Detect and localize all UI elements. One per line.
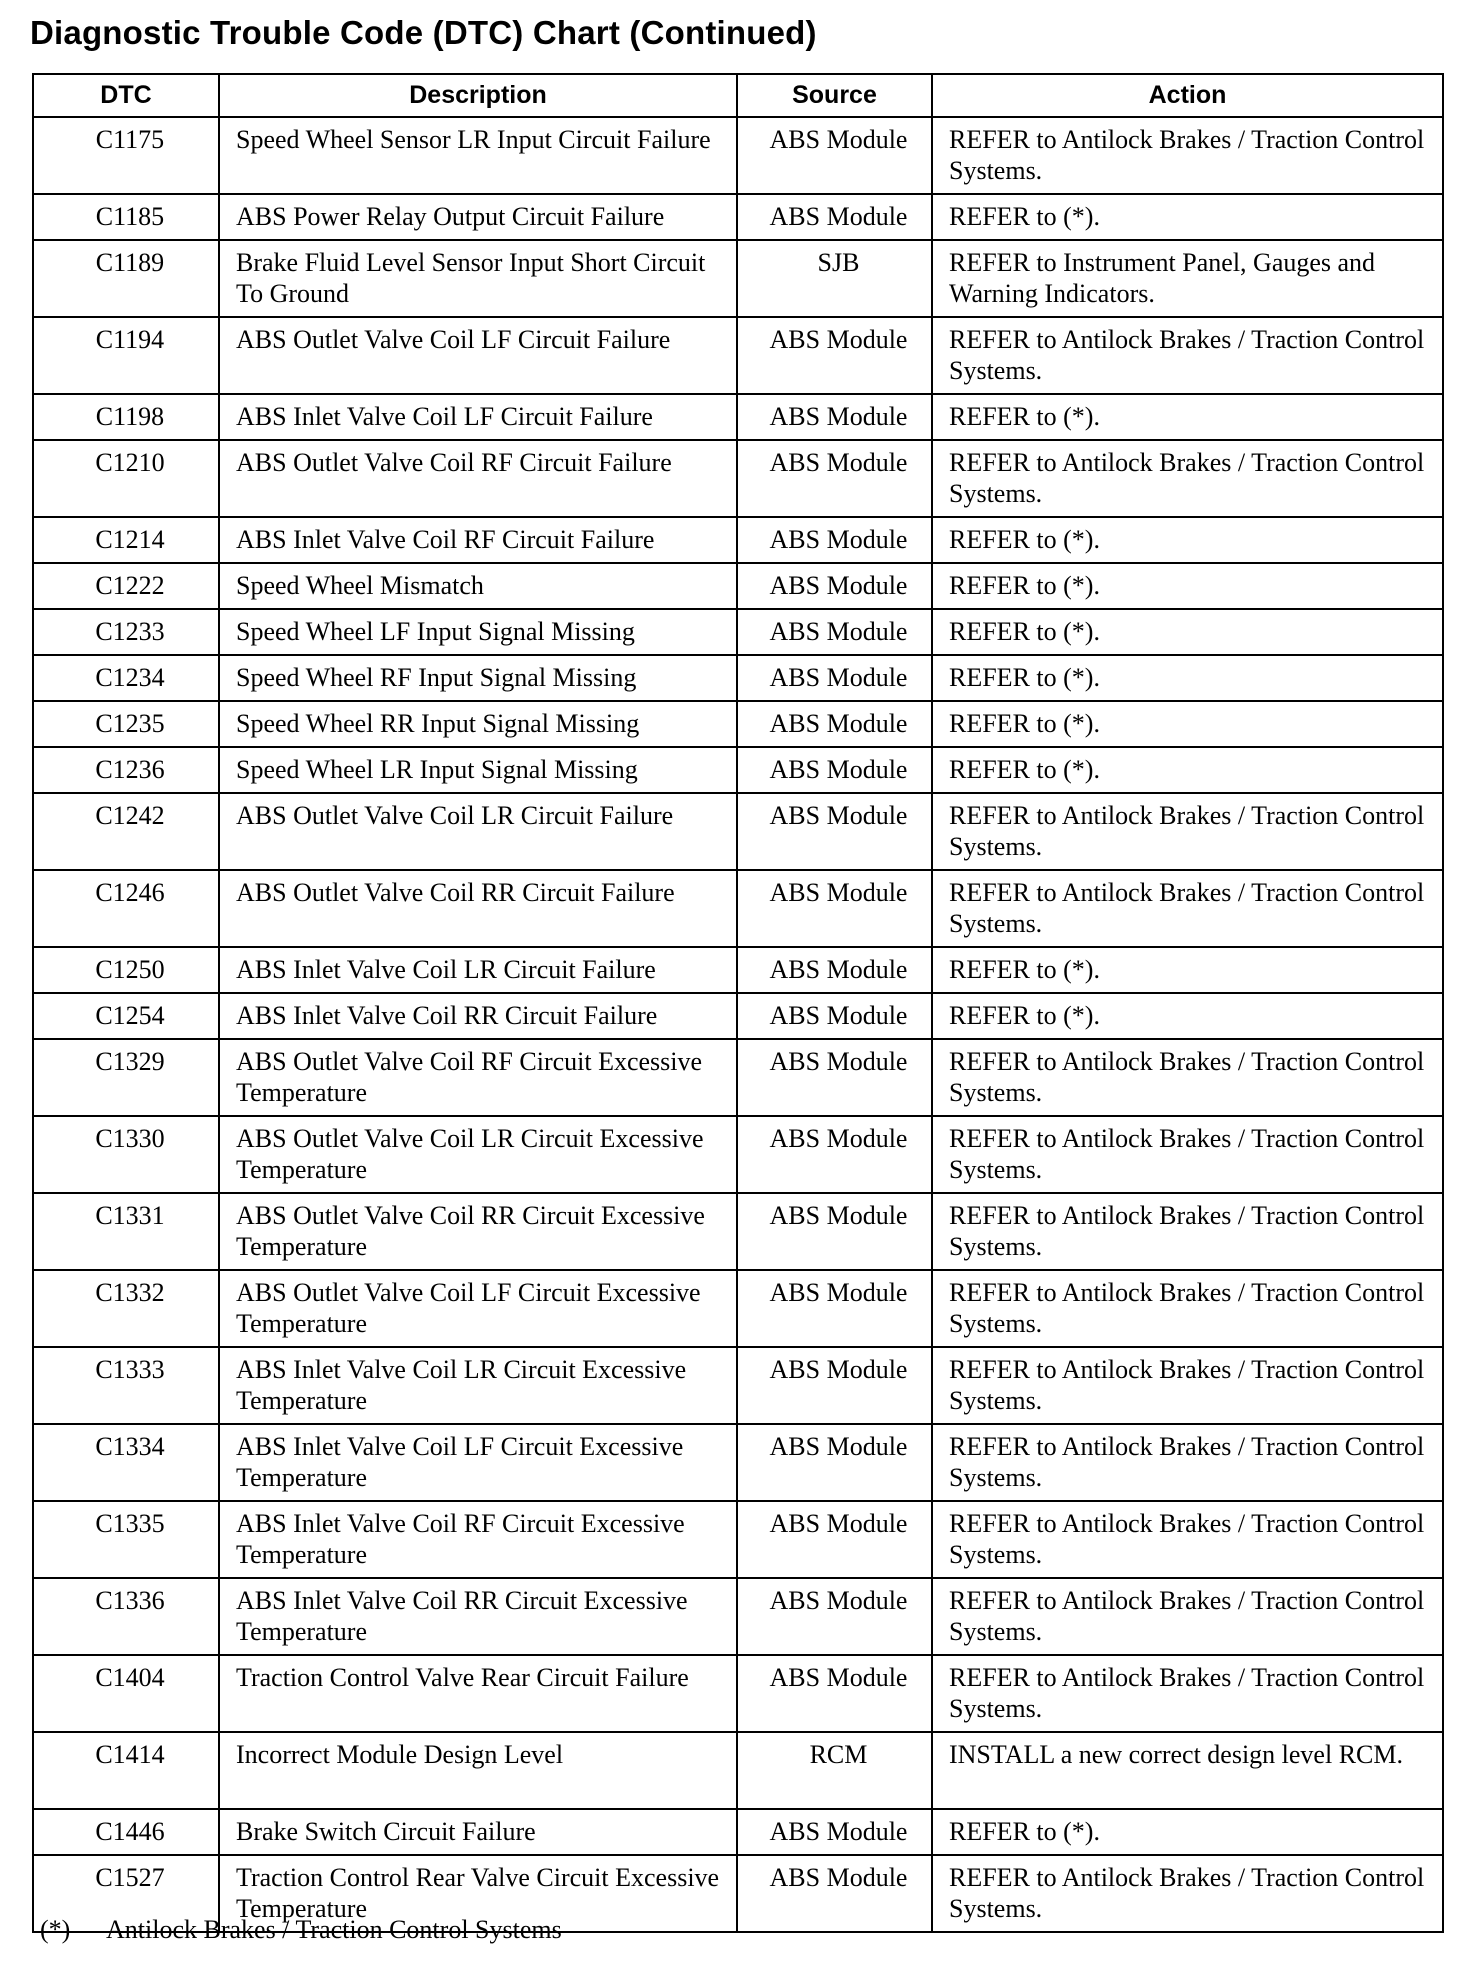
action-cell: REFER to (*). xyxy=(932,517,1443,563)
description-cell: ABS Inlet Valve Coil LR Circuit Failure xyxy=(219,947,737,993)
table-row xyxy=(33,563,1443,609)
dtc-cell: C1336 xyxy=(33,1578,219,1655)
table-row xyxy=(33,701,1443,747)
action-cell: REFER to Antilock Brakes / Traction Control Systems. xyxy=(932,1578,1443,1655)
dtc-cell: C1527 xyxy=(33,1855,219,1932)
dtc-cell: C1214 xyxy=(33,517,219,563)
source-cell: ABS Module xyxy=(737,1655,932,1732)
table-row xyxy=(33,240,1443,317)
description-cell: ABS Inlet Valve Coil RR Circuit Excessive Temperature xyxy=(219,1578,737,1655)
dtc-cell: C1414 xyxy=(33,1732,219,1809)
source-cell: ABS Module xyxy=(737,1855,932,1932)
action-cell: REFER to Antilock Brakes / Traction Control Systems. xyxy=(932,317,1443,394)
table-row xyxy=(33,870,1443,947)
dtc-cell: C1185 xyxy=(33,194,219,240)
dtc-cell: C1235 xyxy=(33,701,219,747)
action-cell: REFER to (*). xyxy=(932,194,1443,240)
description-cell: ABS Power Relay Output Circuit Failure xyxy=(219,194,737,240)
dtc-cell: C1234 xyxy=(33,655,219,701)
dtc-table xyxy=(32,73,1444,1933)
source-cell: ABS Module xyxy=(737,870,932,947)
description-cell: Traction Control Valve Rear Circuit Failure xyxy=(219,1655,737,1732)
action-cell: REFER to (*). xyxy=(932,993,1443,1039)
table-row xyxy=(33,1116,1443,1193)
table-row xyxy=(33,747,1443,793)
dtc-cell: C1236 xyxy=(33,747,219,793)
source-cell: ABS Module xyxy=(737,117,932,194)
source-cell: ABS Module xyxy=(737,1424,932,1501)
table-row xyxy=(33,194,1443,240)
description-cell: ABS Outlet Valve Coil LR Circuit Failure xyxy=(219,793,737,870)
dtc-cell: C1194 xyxy=(33,317,219,394)
column-header-action: Action xyxy=(932,74,1443,117)
action-cell: REFER to (*). xyxy=(932,394,1443,440)
dtc-cell: C1222 xyxy=(33,563,219,609)
description-cell: ABS Outlet Valve Coil RR Circuit Failure xyxy=(219,870,737,947)
source-cell: ABS Module xyxy=(737,701,932,747)
table-row xyxy=(33,1424,1443,1501)
action-cell: REFER to (*). xyxy=(932,701,1443,747)
description-cell: Speed Wheel RF Input Signal Missing xyxy=(219,655,737,701)
source-cell: ABS Module xyxy=(737,440,932,517)
dtc-cell: C1404 xyxy=(33,1655,219,1732)
table-row xyxy=(33,993,1443,1039)
action-cell: REFER to Antilock Brakes / Traction Control Systems. xyxy=(932,870,1443,947)
description-cell: ABS Inlet Valve Coil LF Circuit Excessive Temperature xyxy=(219,1424,737,1501)
description-cell: ABS Outlet Valve Coil LR Circuit Excessive Temperature xyxy=(219,1116,737,1193)
description-cell: Speed Wheel Mismatch xyxy=(219,563,737,609)
source-cell: ABS Module xyxy=(737,1578,932,1655)
description-cell: Speed Wheel Sensor LR Input Circuit Failure xyxy=(219,117,737,194)
column-header-source: Source xyxy=(737,74,932,117)
table-header-row xyxy=(33,74,1443,117)
action-cell: REFER to Antilock Brakes / Traction Control Systems. xyxy=(932,1347,1443,1424)
description-cell: ABS Inlet Valve Coil RR Circuit Failure xyxy=(219,993,737,1039)
description-cell: ABS Outlet Valve Coil RF Circuit Excessive Temperature xyxy=(219,1039,737,1116)
table-row xyxy=(33,947,1443,993)
source-cell: SJB xyxy=(737,240,932,317)
description-cell: Incorrect Module Design Level xyxy=(219,1732,737,1809)
dtc-cell: C1242 xyxy=(33,793,219,870)
action-cell: REFER to Antilock Brakes / Traction Control Systems. xyxy=(932,1193,1443,1270)
dtc-cell: C1335 xyxy=(33,1501,219,1578)
description-cell: Speed Wheel RR Input Signal Missing xyxy=(219,701,737,747)
source-cell: ABS Module xyxy=(737,793,932,870)
table-row xyxy=(33,1347,1443,1424)
action-cell: INSTALL a new correct design level RCM. xyxy=(932,1732,1443,1809)
table-row xyxy=(33,117,1443,194)
footnote-text: Antilock Brakes / Traction Control Systems xyxy=(106,1915,562,1944)
description-cell: ABS Outlet Valve Coil LF Circuit Excessive Temperature xyxy=(219,1270,737,1347)
source-cell: RCM xyxy=(737,1732,932,1809)
table-row xyxy=(33,609,1443,655)
source-cell: ABS Module xyxy=(737,609,932,655)
action-cell: REFER to Instrument Panel, Gauges and Warning Indicators. xyxy=(932,240,1443,317)
action-cell: REFER to Antilock Brakes / Traction Control Systems. xyxy=(932,793,1443,870)
dtc-cell: C1250 xyxy=(33,947,219,993)
action-cell: REFER to Antilock Brakes / Traction Control Systems. xyxy=(932,1270,1443,1347)
source-cell: ABS Module xyxy=(737,1116,932,1193)
table-row xyxy=(33,1578,1443,1655)
table-row xyxy=(33,1501,1443,1578)
action-cell: REFER to Antilock Brakes / Traction Control Systems. xyxy=(932,1116,1443,1193)
action-cell: REFER to Antilock Brakes / Traction Control Systems. xyxy=(932,1655,1443,1732)
source-cell: ABS Module xyxy=(737,1039,932,1116)
action-cell: REFER to (*). xyxy=(932,563,1443,609)
page-title: Diagnostic Trouble Code (DTC) Chart (Continued) xyxy=(30,14,817,51)
description-cell: ABS Outlet Valve Coil LF Circuit Failure xyxy=(219,317,737,394)
dtc-cell: C1331 xyxy=(33,1193,219,1270)
action-cell: REFER to Antilock Brakes / Traction Control Systems. xyxy=(932,1039,1443,1116)
table-row xyxy=(33,440,1443,517)
dtc-cell: C1189 xyxy=(33,240,219,317)
footnote xyxy=(40,1915,562,1945)
dtc-cell: C1446 xyxy=(33,1809,219,1855)
description-cell: ABS Inlet Valve Coil RF Circuit Failure xyxy=(219,517,737,563)
source-cell: ABS Module xyxy=(737,655,932,701)
description-cell: Traction Control Rear Valve Circuit Excessive Temperature xyxy=(219,1855,737,1932)
column-header-dtc: DTC xyxy=(33,74,219,117)
action-cell: REFER to (*). xyxy=(932,947,1443,993)
source-cell: ABS Module xyxy=(737,747,932,793)
dtc-cell: C1334 xyxy=(33,1424,219,1501)
source-cell: ABS Module xyxy=(737,1347,932,1424)
table-row xyxy=(33,1039,1443,1116)
dtc-cell: C1198 xyxy=(33,394,219,440)
description-cell: Brake Switch Circuit Failure xyxy=(219,1809,737,1855)
description-cell: ABS Outlet Valve Coil RR Circuit Excessive Temperature xyxy=(219,1193,737,1270)
source-cell: ABS Module xyxy=(737,1809,932,1855)
table-row xyxy=(33,1809,1443,1855)
dtc-cell: C1246 xyxy=(33,870,219,947)
action-cell: REFER to Antilock Brakes / Traction Control Systems. xyxy=(932,1501,1443,1578)
table-row xyxy=(33,655,1443,701)
source-cell: ABS Module xyxy=(737,1193,932,1270)
description-cell: Speed Wheel LR Input Signal Missing xyxy=(219,747,737,793)
dtc-cell: C1210 xyxy=(33,440,219,517)
description-cell: Brake Fluid Level Sensor Input Short Circuit To Ground xyxy=(219,240,737,317)
table-row xyxy=(33,793,1443,870)
table-row xyxy=(33,517,1443,563)
footnote-mark: (*) xyxy=(40,1915,71,1944)
action-cell: REFER to Antilock Brakes / Traction Control Systems. xyxy=(932,1855,1443,1932)
description-cell: Speed Wheel LF Input Signal Missing xyxy=(219,609,737,655)
description-cell: ABS Inlet Valve Coil LR Circuit Excessive Temperature xyxy=(219,1347,737,1424)
source-cell: ABS Module xyxy=(737,194,932,240)
action-cell: REFER to Antilock Brakes / Traction Control Systems. xyxy=(932,440,1443,517)
source-cell: ABS Module xyxy=(737,1501,932,1578)
column-header-description: Description xyxy=(219,74,737,117)
table-row xyxy=(33,1193,1443,1270)
dtc-cell: C1330 xyxy=(33,1116,219,1193)
source-cell: ABS Module xyxy=(737,993,932,1039)
table-row xyxy=(33,1732,1443,1809)
action-cell: REFER to (*). xyxy=(932,609,1443,655)
table-row xyxy=(33,394,1443,440)
dtc-cell: C1333 xyxy=(33,1347,219,1424)
action-cell: REFER to Antilock Brakes / Traction Control Systems. xyxy=(932,1424,1443,1501)
action-cell: REFER to Antilock Brakes / Traction Control Systems. xyxy=(932,117,1443,194)
dtc-cell: C1332 xyxy=(33,1270,219,1347)
source-cell: ABS Module xyxy=(737,947,932,993)
dtc-cell: C1233 xyxy=(33,609,219,655)
table-row xyxy=(33,1270,1443,1347)
source-cell: ABS Module xyxy=(737,394,932,440)
action-cell: REFER to (*). xyxy=(932,1809,1443,1855)
dtc-cell: C1254 xyxy=(33,993,219,1039)
action-cell: REFER to (*). xyxy=(932,655,1443,701)
action-cell: REFER to (*). xyxy=(932,747,1443,793)
description-cell: ABS Inlet Valve Coil LF Circuit Failure xyxy=(219,394,737,440)
table-body xyxy=(33,117,1443,1932)
source-cell: ABS Module xyxy=(737,1270,932,1347)
table-row xyxy=(33,317,1443,394)
table-row xyxy=(33,1655,1443,1732)
description-cell: ABS Inlet Valve Coil RF Circuit Excessive Temperature xyxy=(219,1501,737,1578)
dtc-cell: C1175 xyxy=(33,117,219,194)
description-cell: ABS Outlet Valve Coil RF Circuit Failure xyxy=(219,440,737,517)
source-cell: ABS Module xyxy=(737,517,932,563)
dtc-cell: C1329 xyxy=(33,1039,219,1116)
source-cell: ABS Module xyxy=(737,563,932,609)
source-cell: ABS Module xyxy=(737,317,932,394)
